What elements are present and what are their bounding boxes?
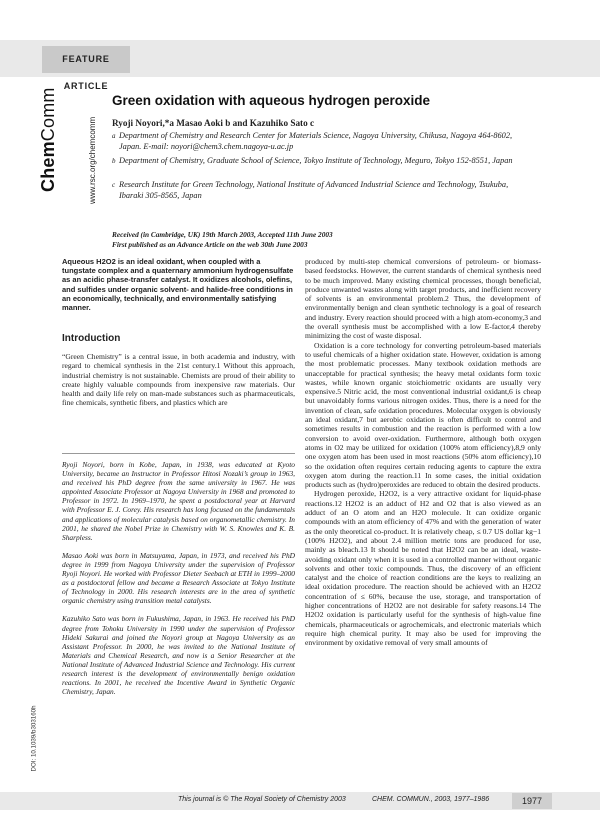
paragraph: Hydrogen peroxide, H2O2, is a very attractive oxidant for liquid-phase reactions.12 H2O2 is an adduct of H2 and O2 that is also viewed as an adduct of an O atom and an H2O molecule. It can oxidize organic compounds with an atom efficiency of 47% and with the generation of water as the only theoretical co-product. It is relatively cheap, ≤ 0.7 US dollar kg−1 (100% H2O2), and about 2.4 million metric tons are produced for use, mainly as bleach.13 It should be noted that H2O2 can be an ideal, waste-avoiding oxidant only when it is used in a controlled manner without organic solvents and other toxic compounds. Thus, the discovery of an efficient catalyst and the choice of reaction conditions are the keys to realizing an ideal oxidation procedure. The reaction should be achieved with an H2O2 concentration of ≤ 60%, because the use, storage, and transportation of higher concentrations of H2O2 are not desirable for safety reasons.14 The H2O2 oxidation is particularly useful for the synthesis of high-value fine chemicals, pharmaceuticals or agrochemicals, and electronic materials which require high chemical purity. It may also be used for improving the environment by oxidative removal of very small amounts of [305, 489, 541, 648]
affiliation-c: c Research Institute for Green Technology, National Institute of Advanced Industrial Science and Technology, Tsukuba, Ibaraki 305-8565, Japan [112, 180, 509, 200]
paragraph: produced by multi-step chemical conversions of petroleum- or biomass-based feedstocks. However, the current standards of chemical synthesis need to be much improved. Many existing chemical processes, though beneficial, produce unwanted wastes along with target products, and inefficient recovery of solvents is an environmental problem.2 Thus, the development of environmentally benign and clean synthetic technology is a goal of research and industry. Every reaction should proceed with a high atom-economy,3 and the overall synthesis must be accomplished with a low E-factor,4 thereby minimizing the cost of waste disposal. [305, 257, 541, 341]
intro-paragraph: “Green Chemistry” is a central issue, in both academia and industry, with regard to chemical synthesis in the 21st century.1 Without this approach, industrial chemistry is not sustainable. Chemists are proud of their ability to create highly valuable compounds from inexpensive raw materials. Our health and daily life rely on man-made substances such as pharmaceuticals, fine chemicals, synthetic fibers, and plastics which are [62, 352, 295, 408]
received-date: Received (in Cambridge, UK) 19th March 2003, Accepted 11th June 2003 [112, 230, 333, 239]
abstract: Aqueous H2O2 is an ideal oxidant, when coupled with a tungstate complex and a quaternary ammonium hydrogensulfate as an acidic phase-transfer catalyst. It oxidizes alcohols, olefins, and sulfides under organic solvent- and halide-free conditions in an economically, technically, and environmentally satisfying manner. [62, 257, 294, 313]
article-title: Green oxidation with aqueous hydrogen peroxide [112, 93, 431, 108]
author-biographies [62, 460, 295, 705]
article-dates [112, 230, 333, 250]
chemcomm-logo: ChemComm [38, 87, 58, 192]
divider [62, 453, 295, 454]
affiliation-a: a Department of Chemistry and Research Center for Materials Science, Nagoya University, Chikusa, Nagoya 464-8602, Japan. E-mail: noyori@chem3.chem.nagoya-u.ac.jp [112, 131, 513, 151]
page-number: 1977 [512, 793, 552, 809]
right-column-text [305, 257, 541, 647]
footer-citation: CHEM. COMMUN., 2003, 1977–1986 [372, 796, 490, 803]
affiliation-b: b Department of Chemistry, Graduate School of Science, Tokyo Institute of Technology, Meguro, Tokyo 152-8551, Japan [112, 156, 513, 165]
paragraph: Oxidation is a core technology for converting petroleum-based materials to useful chemicals of a higher oxidation state. However, oxidation is among the most problematic processes. Many textbook oxidation methods are unacceptable for practical synthesis; the heavy metal oxidants form toxic wastes, while known organic stoichiometric oxidants are usually very expensive.5 Nitric acid, the most conventional industrial oxidant,6 is cheap but unavoidably forms various nitrogen oxides. Thus, there is a need for the invention of clean, safe oxidation procedures. Molecular oxygen is obviously an ideal oxidant,7 but aerobic oxidation is often difficult to control and sometimes results in combustion and the reaction is performed with a low conversion to avoid over-oxidation. Furthermore, although both oxygen atoms in O2 may be utilized for oxidation (100% atom efficiency),8,9 only one oxygen atom has been used in most reactions (50% atom efficiency),10 so the oxidation often requires certain reducing agents to capture the extra oxygen atom during the reaction.11 In some cases, the initial oxidation products such as (hydro)peroxides are reduced to obtain the desired products. [305, 340, 541, 490]
author-list: Ryoji Noyori,*a Masao Aoki b and Kazuhiko Sato c [112, 118, 315, 128]
feature-article-tab: FEATURE ARTICLE [42, 46, 130, 73]
published-date: First published as an Advance Article on the web 30th June 2003 [112, 240, 308, 249]
section-heading: Introduction [62, 333, 121, 344]
bio-sato: Kazuhiko Sato was born in Fukushima, Japan, in 1963. He received his PhD degree from Tohoku University in 1990 under the supervision of Professor Hideki Sakurai and joined the Noyori group at Nagoya University as an Assistant Professor. In 2000, he was invited to the National Institute of Materials and Chemical Research, and now is a Senior Researcher at the National Institute of Advanced Industrial Science and Technology. His current research interest is the development of environmentally benign oxidation reactions. In 2001, he received the Incentive Award in Synthetic Organic Chemistry, Japan. [62, 614, 295, 697]
journal-url[interactable]: www.rsc.org/chemcomm [88, 116, 97, 204]
footer-copyright: This journal is © The Royal Society of Chemistry 2003 [178, 796, 346, 803]
journal-brand [30, 87, 97, 204]
bio-noyori: Ryoji Noyori, born in Kobe, Japan, in 1938, was educated at Kyoto University, became an Instructor in Professor Hitosi Nozaki’s group in 1963, and received his PhD degree from the same university in 1967. He was appointed Associate Professor at Nagoya University in 1968 and promoted to Professor in 1972. In 1969–1970, he spent a postdoctoral year at Harvard with Professor E. J. Corey. His research has long focused on the fundamentals and applications of molecular catalysis based on organometallic chemistry. In 2001, he shared the Nobel Prize in Chemistry with W. S. Knowles and K. B. Sharpless. [62, 460, 295, 542]
doi-label: DOI: 10.1039/b303160h [30, 705, 38, 772]
bio-aoki: Masao Aoki was born in Matsuyama, Japan, in 1973, and received his PhD degree in 1999 from Nagoya University under the supervision of Professor Ryoji Noyori. He worked with Professor Dieter Seebach at ETH in 1999–2000 as a postdoctoral fellow and became a Research Associate at Tokyo Institute of Technology in 2000. His research interests are in the area of synthetic organic chemistry using transition metal catalysts. [62, 550, 295, 606]
